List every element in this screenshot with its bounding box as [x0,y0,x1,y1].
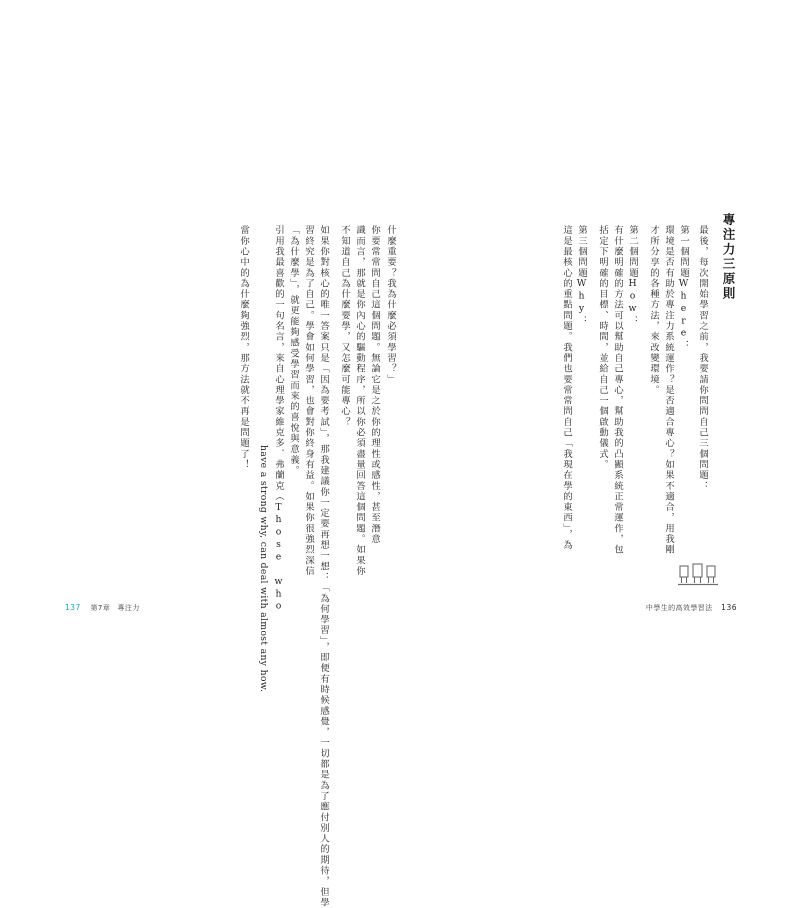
paragraph-l2: 你要常常問自己這個問題。無論它是之於你的理性或感性，甚至潛意 [369,225,380,545]
paragraph-l8: 引用我最喜歡的一句名言，來自心理學家維克多．弗蘭克（Those who [273,225,284,614]
paragraph-r9: 這是最核心的重點問題。我們也要常常問自己「我現在學的東西」，為 [561,225,572,551]
page-number-left: 137 [65,603,81,612]
paragraph-l4: 不知道自己為什麼要學，又怎麼可能專心？ [339,225,350,428]
paragraph-l3: 識而言，那就是你內心的驅動程序，所以你必須盡量回答這個問題。如果你 [354,225,365,577]
footer-left [65,603,140,613]
paragraph-r5: 第二個問題How： [627,225,638,326]
paragraph-r2: 第一個問題Where： [678,225,689,351]
paragraph-r1: 最後，每次開始學習之前，我要請你問問自己三個問題： [697,225,708,492]
paragraph-l7: 「為什麼學」，就更能夠感受學習而來的喜悅與意義。 [288,225,299,476]
footer-left-text: 第7章 專注力 [90,604,140,612]
paragraph-r7: 括定下明確的目標、時間，並給自己一個啟動儀式。 [597,225,608,470]
paragraph-l6: 習終究是為了自己。學會如何學習，也會對你終身有益。如果你很強烈深信 [303,225,314,577]
paragraph-l10: 當你心中的為什麼夠強烈，那方法就不再是問題了！ [238,225,249,470]
paragraph-l1: 什麼重要？我為什麼必須學習？」 [385,225,396,385]
page-number-right: 136 [721,603,737,612]
book-spread [55,185,745,908]
paragraph-r3: 環境是否有助於專注力系統運作？是否適合專心？如果不適合，用我剛 [663,225,674,556]
paragraph-r6: 有什麼明確的方法可以幫助自己專心，幫助我的凸顯系統正常運作，包 [612,225,623,556]
footer-right-text: 中學生的高效學習法 [645,604,713,612]
paragraph-l9-latin: have a strong why, can deal with almost any how. [258,445,269,693]
paragraph-r8: 第三個問題Why： [576,225,587,326]
paragraph-l5: 如果你對核心的唯一答案只是「因為要考試」，那我建議你一定要再想一想：「為何學習」，即便有時候感覺，一切都是為了應付別人的期待，但學 [318,225,329,908]
footer-right [646,603,737,613]
page-title: 專注力三原則 [721,213,736,302]
desk-chairs-icon [676,560,720,590]
paragraph-r4: 才所分享的各種方法，來改變環境。 [648,225,659,396]
